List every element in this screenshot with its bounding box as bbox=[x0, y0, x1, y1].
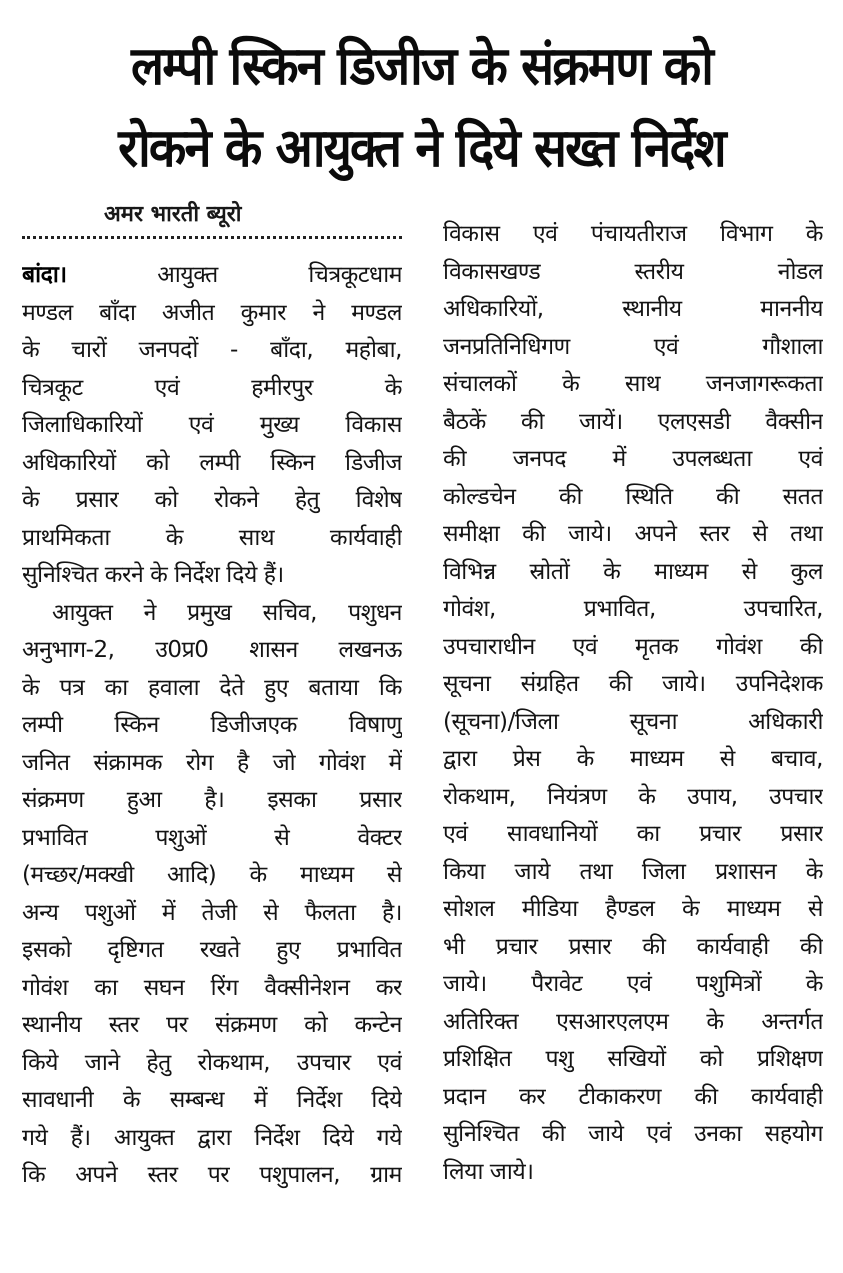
headline-line-2: रोकने के आयुक्त ने दिये सख्त निर्देश bbox=[118, 118, 725, 179]
article-line: अन्य पशुओं में तेजी से फैलता है। bbox=[22, 899, 402, 926]
article-line: अधिकारियों, स्थानीय माननीय bbox=[443, 296, 823, 322]
article-line: मण्डल बाँदा अजीत कुमार ने मण्डल bbox=[22, 299, 402, 326]
article-line: प्राथमिकता के साथ कार्यवाही bbox=[22, 524, 402, 551]
article-line: सावधानी के सम्बन्ध में निर्देश दिये bbox=[22, 1087, 402, 1113]
article-line: जिलाधिकारियों एवं मुख्य विकास bbox=[22, 412, 402, 438]
article-line: कि अपने स्तर पर पशुपालन, ग्राम bbox=[22, 1162, 402, 1188]
article-line: उपचाराधीन एवं मृतक गोवंश की bbox=[443, 633, 823, 660]
article-line: लम्पी स्किन डिजीजएक विषाणु bbox=[22, 712, 402, 738]
article-line: कोल्डचेन की स्थिति की सतत bbox=[443, 483, 823, 510]
article-line: के पत्र का हवाला देते हुए बताया कि bbox=[22, 674, 402, 701]
article-line: सूचना संग्रहित की जाये। उपनिदेशक bbox=[443, 671, 823, 697]
article-line: विकास एवं पंचायतीराज विभाग के bbox=[443, 221, 823, 247]
article-line: बैठकें की जायें। एलएसडी वैक्सीन bbox=[443, 408, 823, 435]
article-line: जनित संक्रामक रोग है जो गोवंश में bbox=[22, 749, 402, 776]
article-line: गये हैं। आयुक्त द्वारा निर्देश दिये गये bbox=[22, 1124, 402, 1151]
article-line: एवं सावधानियों का प्रचार प्रसार bbox=[443, 821, 823, 847]
article-line: जाये। पैरावेट एवं पशुमित्रों के bbox=[443, 971, 823, 997]
article-line: संक्रमण हुआ है। इसका प्रसार bbox=[22, 787, 402, 813]
article-line: द्वारा प्रेस के माध्यम से बचाव, bbox=[443, 746, 823, 772]
dateline: बांदा। bbox=[22, 262, 67, 288]
article-line: लिया जाये। bbox=[443, 1158, 534, 1185]
article-line bbox=[22, 257, 402, 295]
article-line: इसको दृष्टिगत रखते हुए प्रभावित bbox=[22, 937, 402, 963]
article-line: के चारों जनपदों - बाँदा, महोबा, bbox=[22, 337, 402, 363]
article-line: विभिन्न स्रोतों के माध्यम से कुल bbox=[443, 558, 823, 585]
article-line: भी प्रचार प्रसार की कार्यवाही की bbox=[443, 933, 823, 960]
article-line: जनप्रतिनिधिगण एवं गौशाला bbox=[443, 333, 823, 360]
article-line: सोशल मीडिया हैण्डल के माध्यम से bbox=[443, 896, 823, 922]
article-line: संचालकों के साथ जनजागरूकता bbox=[443, 371, 823, 397]
article-line: (मच्छर/मक्खी आदि) के माध्यम से bbox=[22, 862, 402, 888]
article-line: प्रभावित पशुओं से वेक्टर bbox=[22, 824, 402, 851]
article-line: विकासखण्ड स्तरीय नोडल bbox=[443, 258, 823, 285]
article-line: किया जाये तथा जिला प्रशासन के bbox=[443, 858, 823, 885]
article-line: अतिरिक्त एसआरएलएम के अन्तर्गत bbox=[443, 1008, 823, 1035]
headline bbox=[0, 26, 843, 190]
article-line: सुनिश्चित की जाये एवं उनका सहयोग bbox=[443, 1121, 823, 1147]
article-line: अनुभाग-2, उ0प्र0 शासन लखनऊ bbox=[22, 637, 402, 663]
byline-dotted-rule bbox=[22, 236, 402, 239]
article-line: आयुक्त ने प्रमुख सचिव, पशुधन bbox=[52, 599, 402, 626]
article-line: किये जाने हेतु रोकथाम, उपचार एवं bbox=[22, 1049, 402, 1076]
article-line: गोवंश का सघन रिंग वैक्सीनेशन कर bbox=[22, 974, 402, 1001]
right-column bbox=[443, 216, 823, 1191]
article-line: चित्रकूट एवं हमीरपुर के bbox=[22, 374, 402, 401]
article-line: गोवंश, प्रभावित, उपचारित, bbox=[443, 596, 823, 622]
article-line: (सूचना)/जिला सूचना अधिकारी bbox=[443, 708, 823, 735]
article-line: प्रशिक्षित पशु सखियों को प्रशिक्षण bbox=[443, 1046, 823, 1072]
article-line: सुनिश्चित करने के निर्देश दिये हैं। bbox=[22, 562, 284, 588]
article-line-text: आयुक्त चित्रकूटधाम bbox=[157, 262, 402, 288]
headline-line-1: लम्पी स्किन डिजीज के संक्रमण को bbox=[130, 36, 713, 97]
article-line: अधिकारियों को लम्पी स्किन डिजीज bbox=[22, 449, 402, 476]
byline: अमर भारती ब्यूरो bbox=[104, 202, 242, 227]
article-line: की जनपद में उपलब्धता एवं bbox=[443, 446, 823, 472]
article-line: प्रदान कर टीकाकरण की कार्यवाही bbox=[443, 1083, 823, 1110]
left-column bbox=[22, 257, 402, 1195]
article-line: समीक्षा की जाये। अपने स्तर से तथा bbox=[443, 521, 823, 547]
article-line: रोकथाम, नियंत्रण के उपाय, उपचार bbox=[443, 783, 823, 810]
article-line: स्थानीय स्तर पर संक्रमण को कन्टेन bbox=[22, 1012, 402, 1038]
article-line: के प्रसार को रोकने हेतु विशेष bbox=[22, 487, 402, 513]
